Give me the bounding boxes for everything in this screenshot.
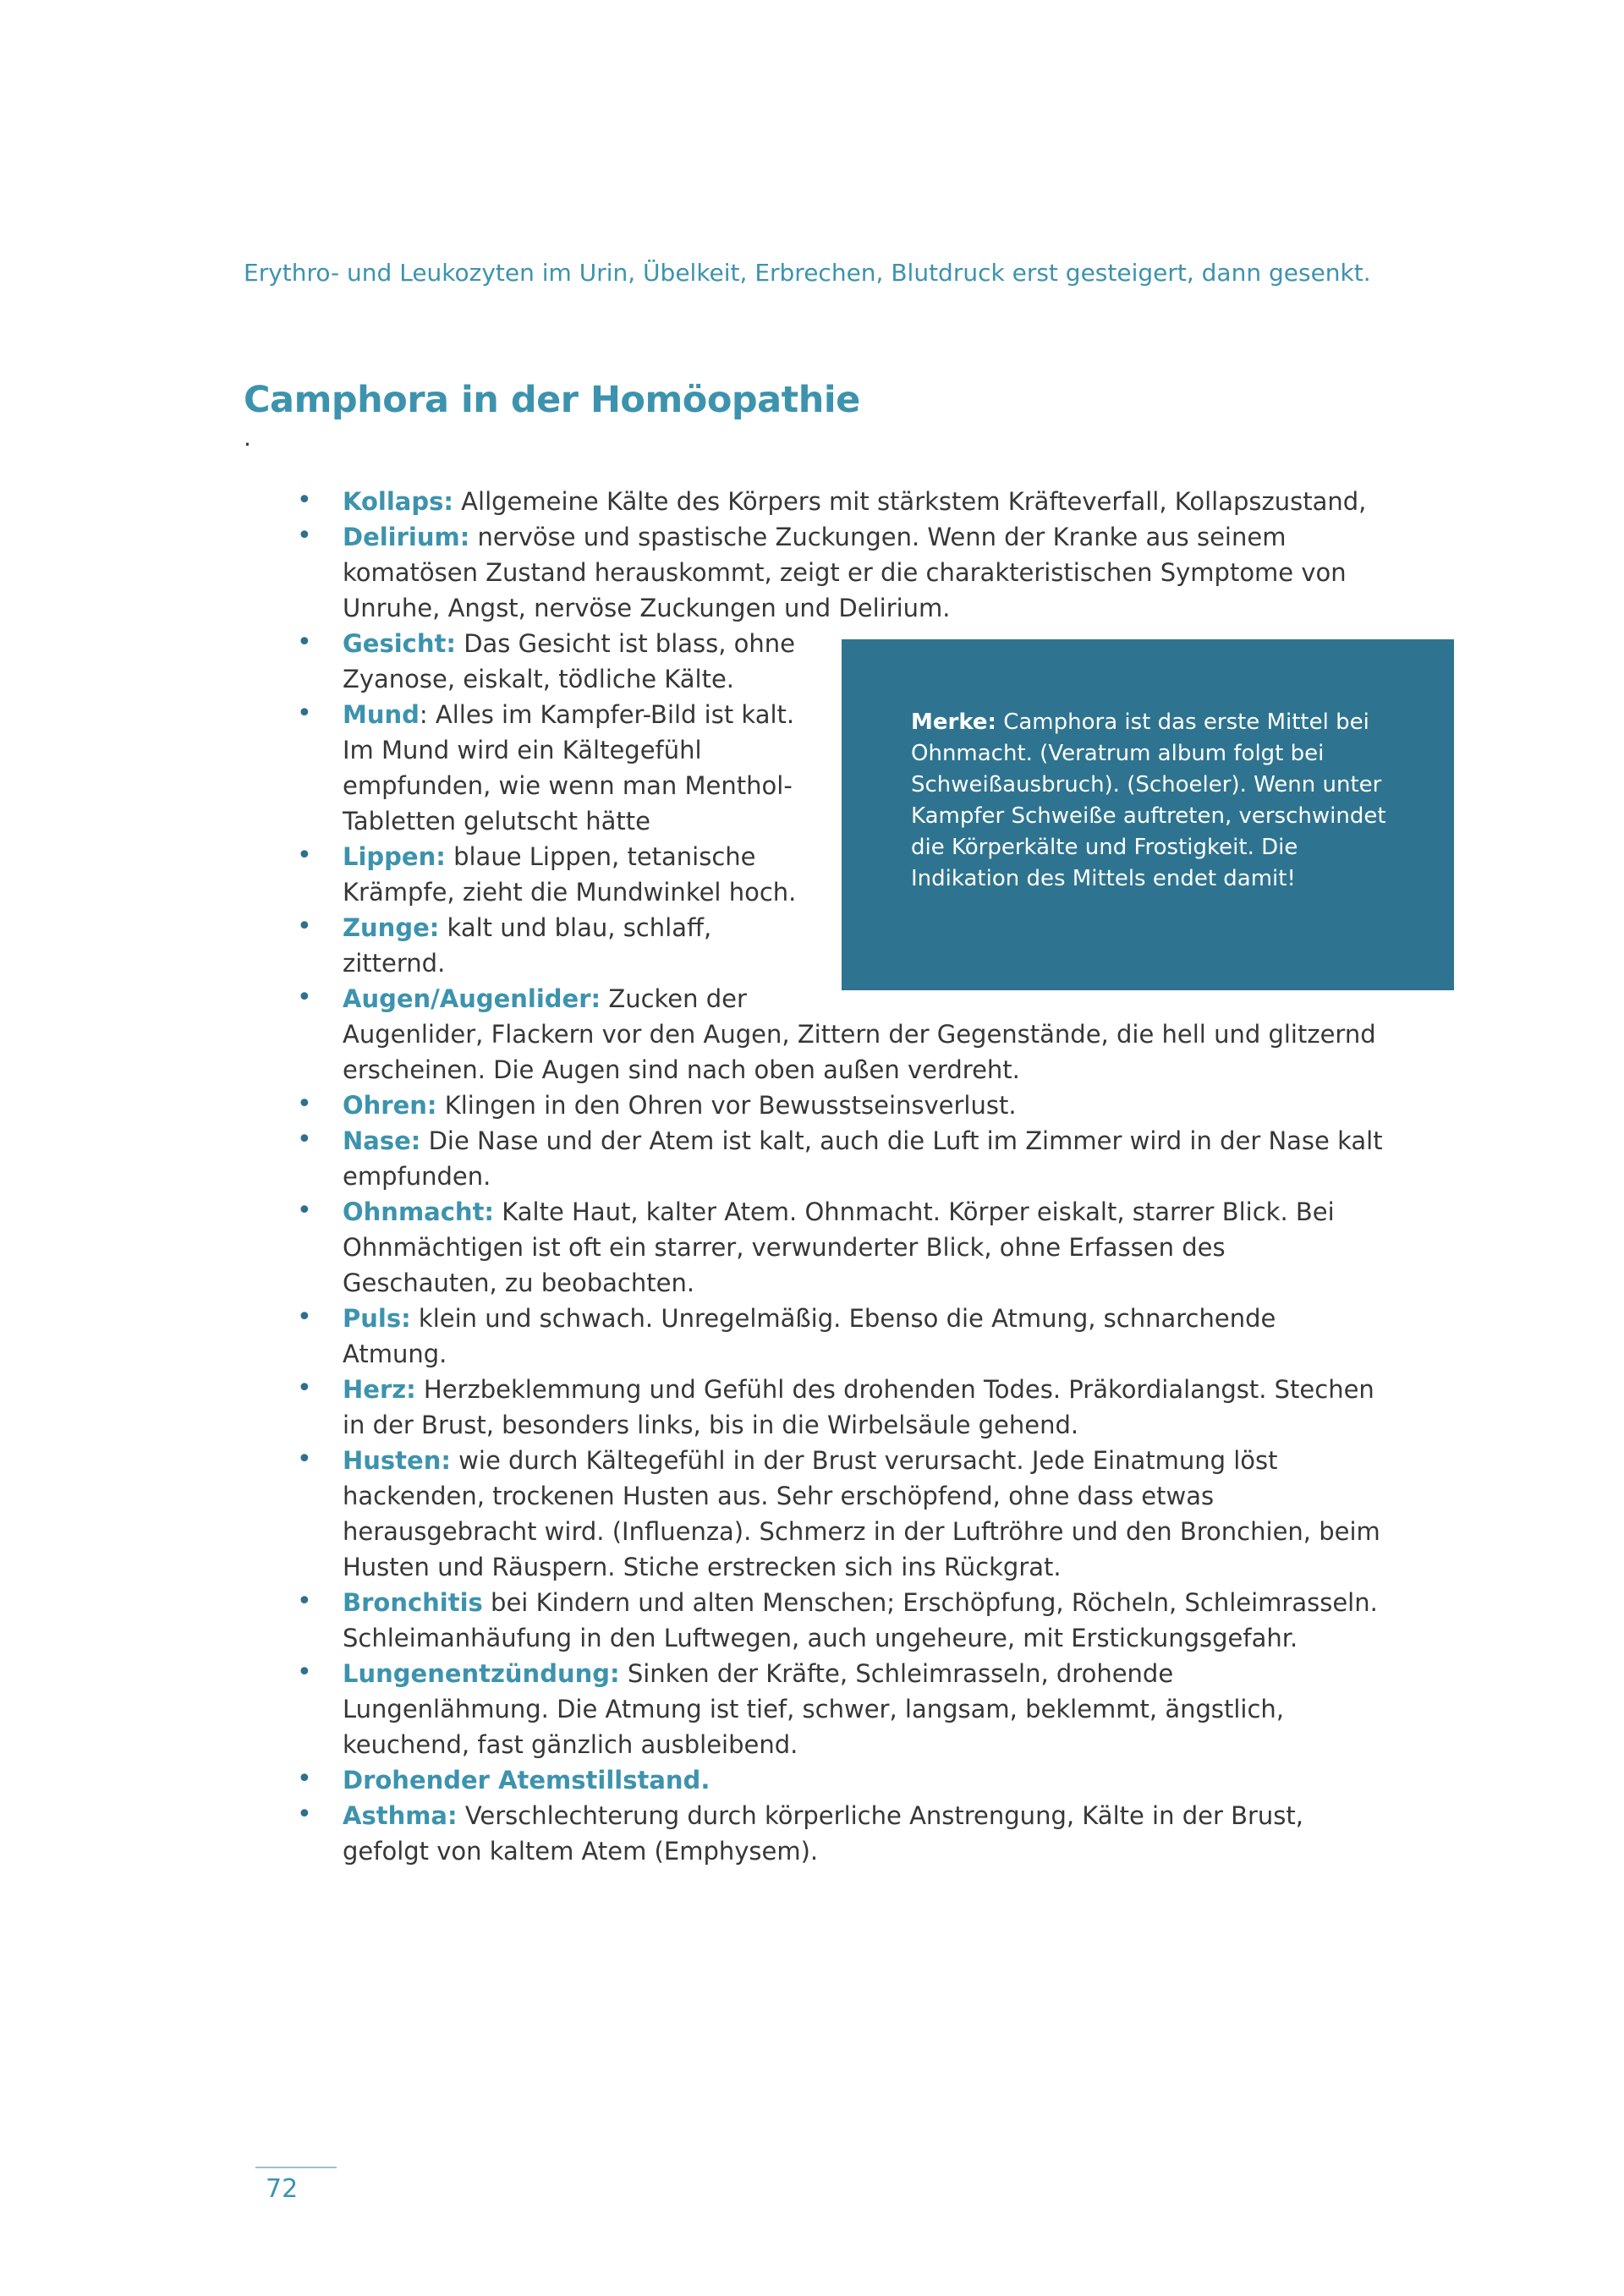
list-item [244,626,1387,697]
list-item [244,1656,1387,1762]
item-term: Gesicht: [343,629,456,658]
intro-paragraph: Erythro- und Leukozyten im Urin, Übelkeit, Erbrechen, Blutdruck erst gesteigert, dann gesenkt. [244,259,1371,287]
item-term: Kollaps: [343,487,453,516]
item-text: Verschlechterung durch körperliche Anstrengung, Kälte in der Brust, gefolgt von kaltem Atem (Emphysem). [343,1801,1303,1866]
list-item [244,1301,1387,1372]
item-term: Ohnmacht: [343,1197,495,1226]
list-item [244,1798,1387,1869]
list-item [244,1372,1387,1443]
symptom-list [244,484,1387,1869]
list-item [244,1088,1387,1123]
item-text: Zucken der Augenlider, Flackern vor den Augen, Zittern der Gegenstände, die hell und glitzernd erscheinen. Die Augen sind nach oben außen verdreht. [343,984,1376,1084]
item-term: Mund [343,700,420,729]
item-text: wie durch Kältegefühl in der Brust verursacht. Jede Einatmung löst hackenden, trockenen Husten aus. Sehr erschöpfend, ohne dass etwas herausgebracht wird. (Influenza). Schmerz in der Luftröhre und den Bronchien, beim Husten und Räuspern. Stiche erstrecken sich ins Rückgrat. [343,1446,1380,1581]
page-footer [255,2167,337,2204]
item-text: bei Kindern und alten Menschen; Erschöpfung, Röcheln, Schleimrasseln. Schleimanhäufung in den Luftwegen, auch ungeheure, mit Erstickungsgefahr. [343,1588,1378,1652]
item-term: Delirium: [343,523,470,551]
callout-text: Camphora ist das erste Mittel bei Ohnmacht. (Veratrum album folgt bei Schweißausbruch). (Schoeler). Wenn unter Kampfer Schweiße auftreten, verschwindet die Körperkälte und Frostigkeit. Die Indikation des Mittels endet damit! [911,710,1386,891]
item-text: Herzbeklemmung und Gefühl des drohenden Todes. Präkordialangst. Stechen in der Brust, besonders links, bis in die Wirbelsäule gehend. [343,1375,1374,1439]
item-text: klein und schwach. Unregelmäßig. Ebenso die Atmung, schnarchende Atmung. [343,1304,1276,1368]
paragraph-mark: . [244,424,251,452]
item-term: Drohender Atemstillstand. [343,1766,710,1795]
footer-divider [255,2167,337,2168]
list-item [244,1194,1387,1301]
list-item [244,697,1387,839]
item-term: Bronchitis [343,1588,483,1617]
item-text: Klingen in den Ohren vor Bewusstseinsverlust. [436,1091,1017,1120]
list-item [244,839,1387,910]
item-term: Nase: [343,1126,421,1155]
section-heading: Camphora in der Homöopathie [244,379,860,421]
item-term: Zunge: [343,913,440,942]
list-item [244,484,1387,519]
list-item [244,1123,1387,1194]
item-term: Augen/Augenlider: [343,984,601,1013]
item-term: Ohren: [343,1091,437,1120]
item-term: Lungenentzündung: [343,1659,620,1688]
item-term: Puls: [343,1304,411,1333]
item-term: Asthma: [343,1801,458,1830]
item-term: Herz: [343,1375,416,1404]
item-term: Lippen: [343,842,446,871]
item-text: Kalte Haut, kalter Atem. Ohnmacht. Körper eiskalt, starrer Blick. Bei Ohnmächtigen ist oft ein starrer, verwunderter Blick, ohne Erfassen des Geschauten, zu beobachten. [343,1197,1335,1297]
item-text: : Alles im Kampfer-Bild ist kalt. Im Mund wird ein Kältegefühl empfunden, wie wenn man Menthol-Tabletten gelutscht hätte [343,700,795,836]
item-text: nervöse und spastische Zuckungen. Wenn der Kranke aus seinem komatösen Zustand herauskommt, zeigt er die charakteristischen Symptome von Unruhe, Angst, nervöse Zuckungen und Delirium. [343,523,1347,622]
list-item [244,981,1387,1088]
item-term: Husten: [343,1446,451,1475]
list-item [244,1762,1387,1798]
item-text: Allgemeine Kälte des Körpers mit stärkstem Kräfteverfall, Kollapszustand, [453,487,1367,516]
list-item [244,1443,1387,1585]
list-item [244,910,1387,981]
item-text: Die Nase und der Atem ist kalt, auch die Luft im Zimmer wird in der Nase kalt empfunden. [343,1126,1383,1191]
item-text: Sinken der Kräfte, Schleimrasseln, drohende Lungenlähmung. Die Atmung ist tief, schwer, langsam, beklemmt, ängstlich, keuchend, fast gänzlich ausbleibend. [343,1659,1285,1759]
callout-label: Merke: [911,710,996,735]
list-item [244,519,1387,626]
item-text: kalt und blau, schlaff, zitternd. [343,913,712,978]
page-content [244,255,1387,1869]
list-item [244,1585,1387,1656]
item-text: Das Gesicht ist blass, ohne Zyanose, eiskalt, tödliche Kälte. [343,629,796,693]
item-text: blaue Lippen, tetanische Krämpfe, zieht die Mundwinkel hoch. [343,842,797,907]
page-number: 72 [266,2174,299,2204]
